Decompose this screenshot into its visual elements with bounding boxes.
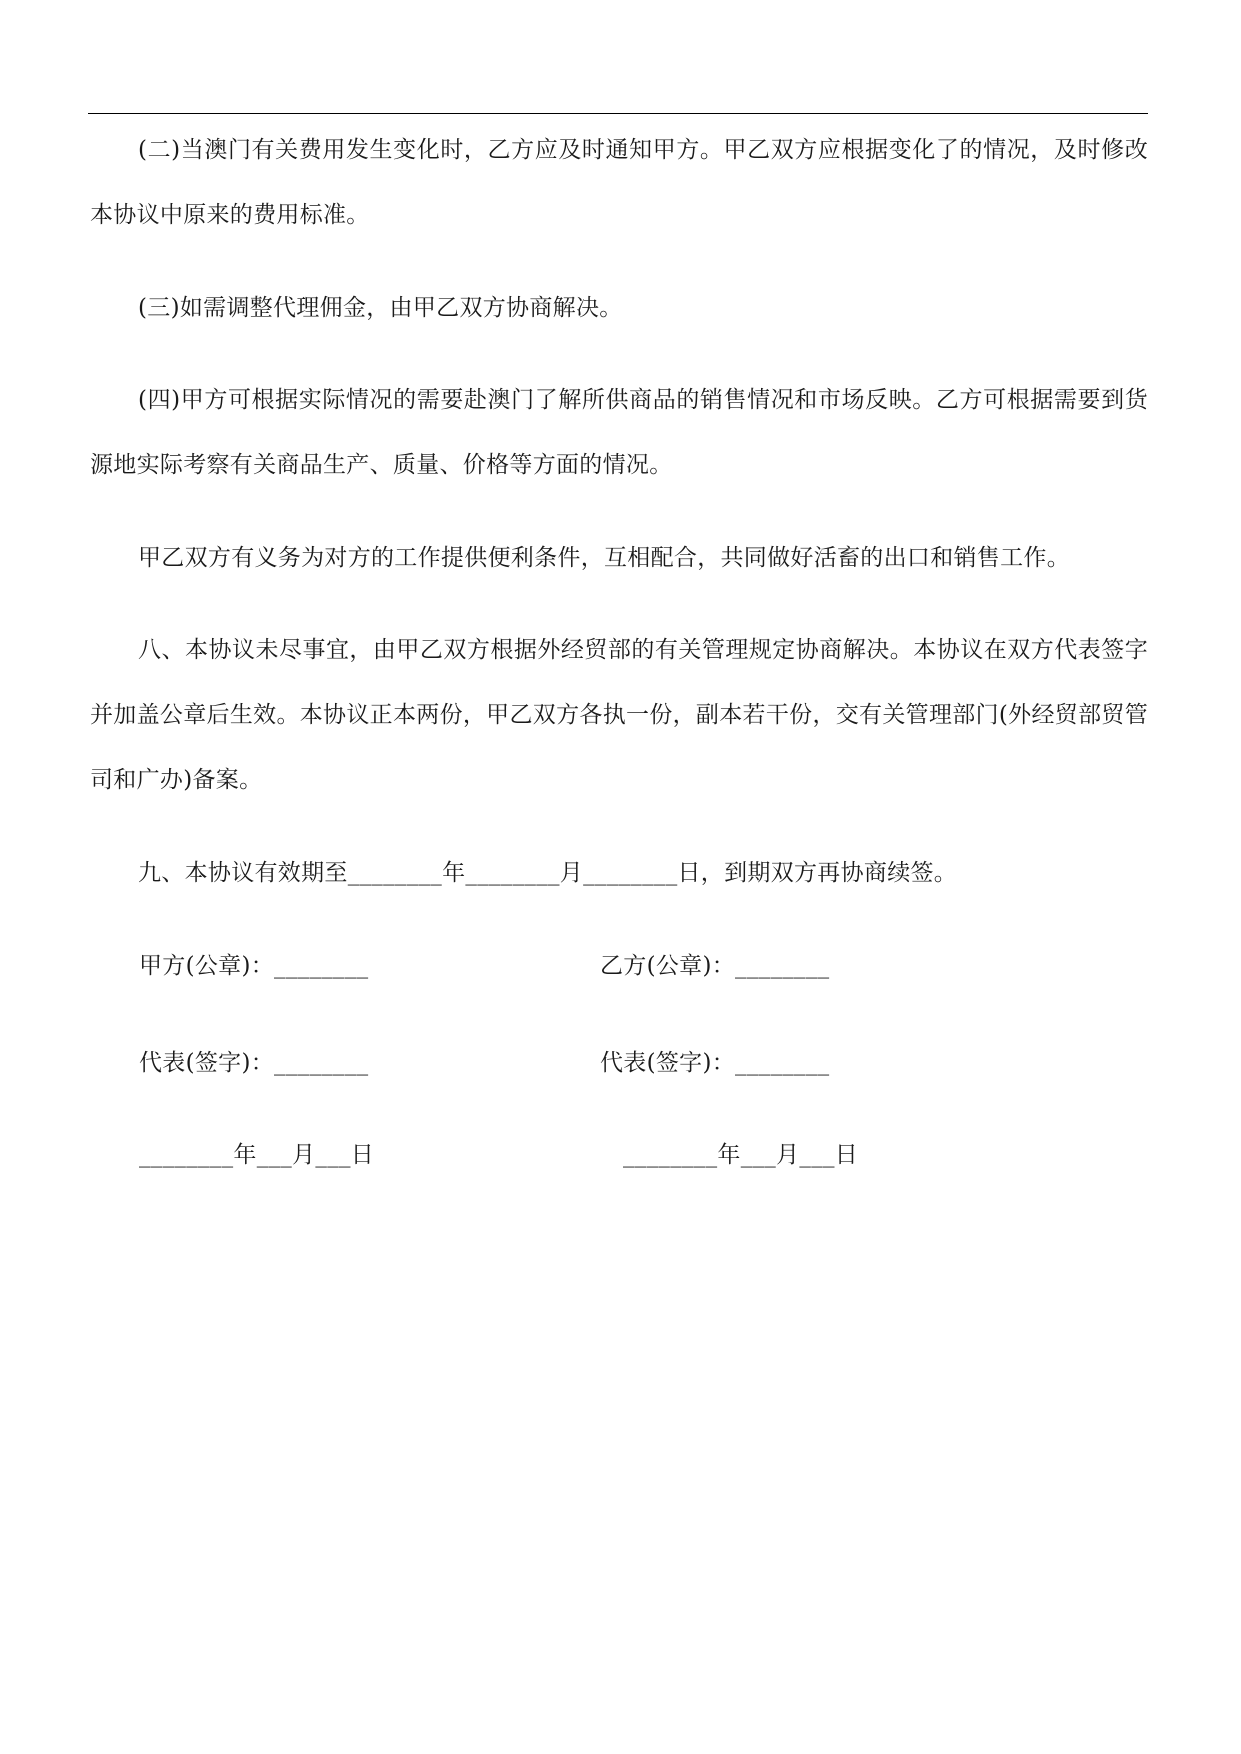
party-b-date-line: ________年___月___日 [623,1142,859,1168]
party-b-seal-line: 乙方(公章)：________ [600,953,830,979]
article-9-paragraph: 九、本协议有效期至________年________月________日，到期双方再协商续签。 [138,860,958,886]
header-rule [88,113,1148,114]
clause-3-paragraph: (三)如需调整代理佣金，由甲乙双方协商解决。 [138,295,623,321]
cooperation-paragraph: 甲乙双方有义务为对方的工作提供便利条件，互相配合，共同做好活畜的出口和销售工作。 [138,545,1070,571]
party-b-representative-line: 代表(签字)：________ [600,1050,830,1076]
article-8-paragraph: 八、本协议未尽事宜，由甲乙双方根据外经贸部的有关管理规定协商解决。本协议在双方代表签字并加盖公章后生效。本协议正本两份，甲乙双方各执一份，副本若干份，交有关管理部门(外经贸部贸管司和广办)备案。 [90,637,1148,793]
clause-2-paragraph: (二)当澳门有关费用发生变化时，乙方应及时通知甲方。甲乙双方应根据变化了的情况，及时修改本协议中原来的费用标准。 [90,137,1148,228]
party-a-representative-line: 代表(签字)：________ [139,1050,369,1076]
party-a-date-line: ________年___月___日 [139,1142,375,1168]
party-a-seal-line: 甲方(公章)：________ [139,953,369,979]
clause-4-paragraph: (四)甲方可根据实际情况的需要赴澳门了解所供商品的销售情况和市场反映。乙方可根据需要到货源地实际考察有关商品生产、质量、价格等方面的情况。 [90,387,1148,478]
